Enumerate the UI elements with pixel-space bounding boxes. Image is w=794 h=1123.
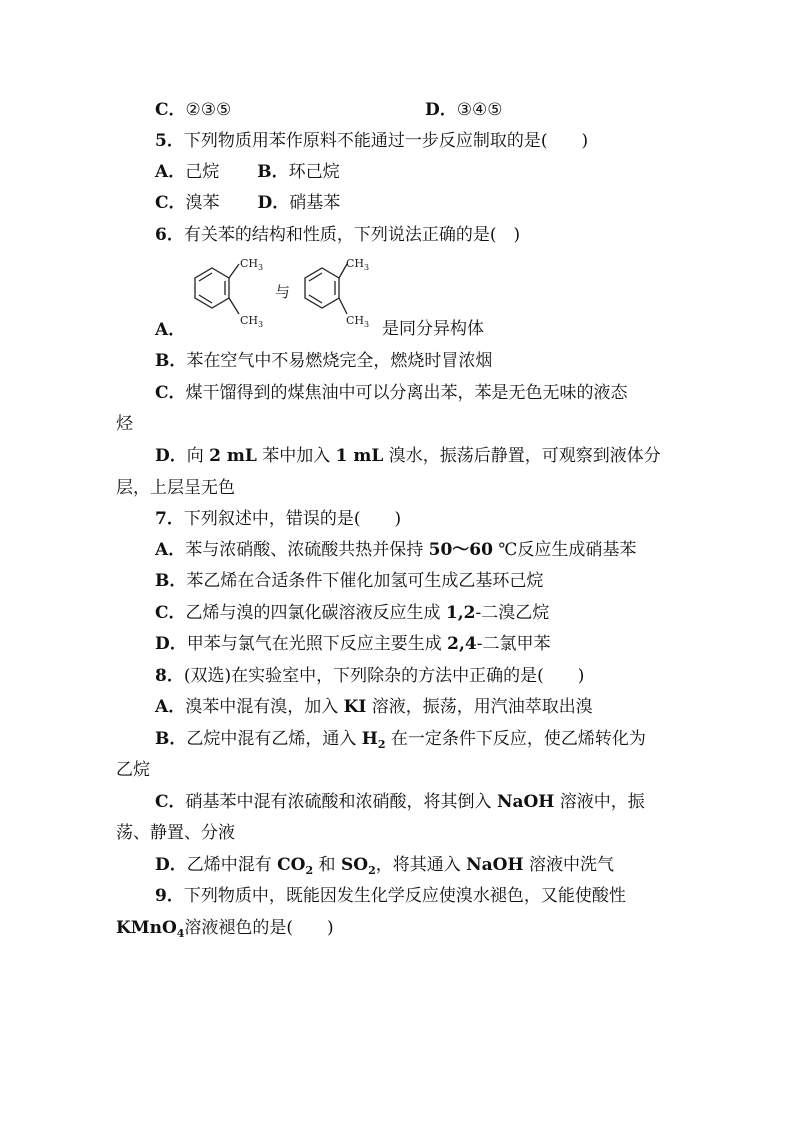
q5-stem: 5．下列物质用苯作原料不能通过一步反应制取的是( ) xyxy=(155,131,589,151)
q6-stem: 6．有关苯的结构和性质，下列说法正确的是( ) xyxy=(155,225,521,245)
q8-option-a: A．溴苯中混有溴，加入 KI 溶液，振荡，用汽油萃取出溴 xyxy=(155,697,593,717)
substituent-ch3-bottom: $CH_3$ xyxy=(346,314,370,329)
q8-option-c-line2: 荡、静置、分液 xyxy=(116,823,235,843)
q6-option-a-label: A． xyxy=(155,320,186,340)
q7-option-c: C．乙烯与溴的四氯化碳溶液反应生成 1,2-二溴乙烷 xyxy=(155,603,550,623)
q7-option-d: D．甲苯与氯气在光照下反应主要生成 2,4-二氯甲苯 xyxy=(155,634,551,654)
q7-option-a: A．苯与浓硝酸、浓硫酸共热并保持 50～60 ℃反应生成硝基苯 xyxy=(155,540,637,560)
q7-option-b: B．苯乙烯在合适条件下催化加氢可生成乙基环己烷 xyxy=(155,571,544,591)
substituent-ch3-top: $CH_3$ xyxy=(240,257,264,272)
substituent-ch3-top: $CH_3$ xyxy=(346,257,370,272)
q6-option-c-line2: 烃 xyxy=(116,414,133,434)
q5-options-cd: C．溴苯 D．硝基苯 xyxy=(155,193,341,213)
q8-option-d: D．乙烯中混有 $CO_2$ 和 $SO_2$，将其通入 NaOH 溶液中洗气 xyxy=(155,855,614,877)
q8-option-b-line2: 乙烷 xyxy=(116,760,150,780)
q6-option-c-line1: C．煤干馏得到的煤焦油中可以分离出苯，苯是无色无味的液态 xyxy=(155,383,628,403)
o-xylene-structure-2 xyxy=(292,252,384,332)
q8-option-c-line1: C．硝基苯中混有浓硫酸和浓硝酸，将其倒入 NaOH 溶液中，振 xyxy=(155,792,645,812)
q6-option-a-text: 是同分异构体 xyxy=(382,319,484,339)
q8-stem: 8．(双选)在实验室中，下列除杂的方法中正确的是( ) xyxy=(155,666,585,686)
substituent-ch3-bottom: $CH_3$ xyxy=(240,314,264,329)
q6-option-b: B．苯在空气中不易燃烧完全，燃烧时冒浓烟 xyxy=(155,351,493,371)
o-xylene-structure-1 xyxy=(182,252,274,332)
structure-joiner: 与 xyxy=(275,283,291,301)
q4-option-d: D．③④⑤ xyxy=(425,100,503,120)
q5-options-ab: A．己烷 B．环己烷 xyxy=(155,162,340,182)
q9-stem-line2: KMnO$_4$溶液褪色的是( ) xyxy=(116,918,334,940)
q4-option-c: C．②③⑤ xyxy=(155,100,232,120)
q6-option-d-line2: 层，上层呈无色 xyxy=(116,478,235,498)
q8-option-b-line1: B．乙烷中混有乙烯，通入 $H_2$ 在一定条件下反应，使乙烯转化为 xyxy=(155,729,646,751)
q6-option-d-line1: D．向 2 mL 苯中加入 1 mL 溴水，振荡后静置，可观察到液体分 xyxy=(155,446,661,466)
q7-stem: 7．下列叙述中，错误的是( ) xyxy=(155,509,402,529)
q9-stem-line1: 9．下列物质中，既能因发生化学反应使溴水褪色，又能使酸性 xyxy=(155,886,626,906)
